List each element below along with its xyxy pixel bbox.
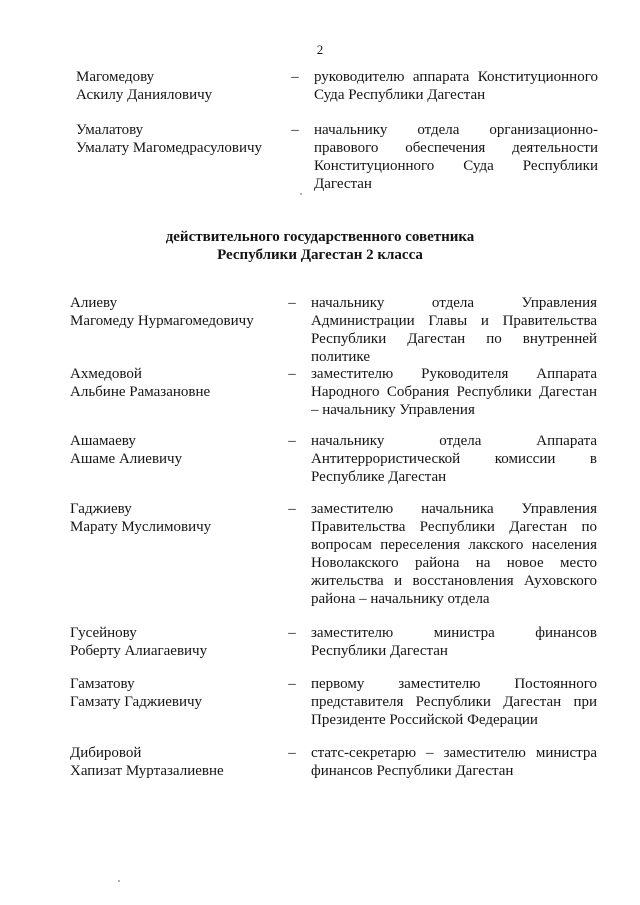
person-surname: Дибировой [70, 745, 142, 761]
person-surname: Гамзатову [70, 676, 135, 692]
dash-separator: – [288, 501, 296, 517]
person-given-name: Магомеду Нурмагомедовичу [70, 313, 254, 329]
dash-separator: – [291, 122, 299, 138]
scan-speck [300, 193, 302, 195]
page-number: 2 [316, 42, 324, 57]
position-text: статс-секретарю – заместителю министра финансов Республики Дагестан [311, 745, 597, 779]
person-given-name: Ашаме Алиевичу [70, 451, 183, 467]
person-surname: Умалатову [76, 122, 144, 138]
dash-separator: – [288, 625, 296, 641]
person-surname: Ахмедовой [70, 366, 142, 382]
position-text: начальнику отдела Аппарата Антитеррористической комиссии в Республике Дагестан [311, 433, 597, 485]
heading-line-2: Республики Дагестан 2 класса [217, 247, 423, 263]
person-given-name: Аскилу Данияловичу [76, 87, 213, 103]
position-text: начальнику отдела Управления Администрации Главы и Правительства Республики Дагестан по внутренней политике [311, 295, 597, 365]
person-given-name: Умалату Магомедрасуловичу [76, 140, 263, 156]
dash-separator: – [288, 295, 296, 311]
heading-line-1: действительного государственного советника [165, 229, 475, 245]
person-surname: Гусейнову [70, 625, 137, 641]
dash-separator: – [288, 433, 296, 449]
position-text: начальнику отдела организационно-правового обеспечения деятельности Конституционного Суда Республики Дагестан [314, 122, 598, 192]
position-text: первому заместителю Постоянного представителя Республики Дагестан при Президенте Российской Федерации [311, 676, 597, 728]
person-given-name: Роберту Алиагаевичу [70, 643, 208, 659]
person-given-name: Марату Муслимовичу [70, 519, 212, 535]
scan-speck [118, 880, 120, 882]
position-text: заместителю Руководителя Аппарата Народного Собрания Республики Дагестан – начальнику Управления [311, 366, 597, 418]
person-given-name: Альбине Рамазановне [70, 384, 211, 400]
person-given-name: Хапизат Муртазалиевне [70, 763, 224, 779]
position-text: заместителю начальника Управления Правительства Республики Дагестан по вопросам переселения лакского населения Новолакского района на новое место жительства и восстановления Ауховского района – начальнику отдела [311, 501, 597, 607]
person-surname: Магомедову [76, 69, 155, 85]
position-text: руководителю аппарата Конституционного Суда Республики Дагестан [314, 69, 598, 103]
dash-separator: – [288, 366, 296, 382]
dash-separator: – [288, 745, 296, 761]
person-surname: Алиеву [70, 295, 118, 311]
dash-separator: – [291, 69, 299, 85]
person-surname: Ашамаеву [70, 433, 136, 449]
person-surname: Гаджиеву [70, 501, 132, 517]
position-text: заместителю министра финансов Республики Дагестан [311, 625, 597, 659]
person-given-name: Гамзату Гаджиевичу [70, 694, 203, 710]
section-heading [0, 228, 640, 264]
dash-separator: – [288, 676, 296, 692]
